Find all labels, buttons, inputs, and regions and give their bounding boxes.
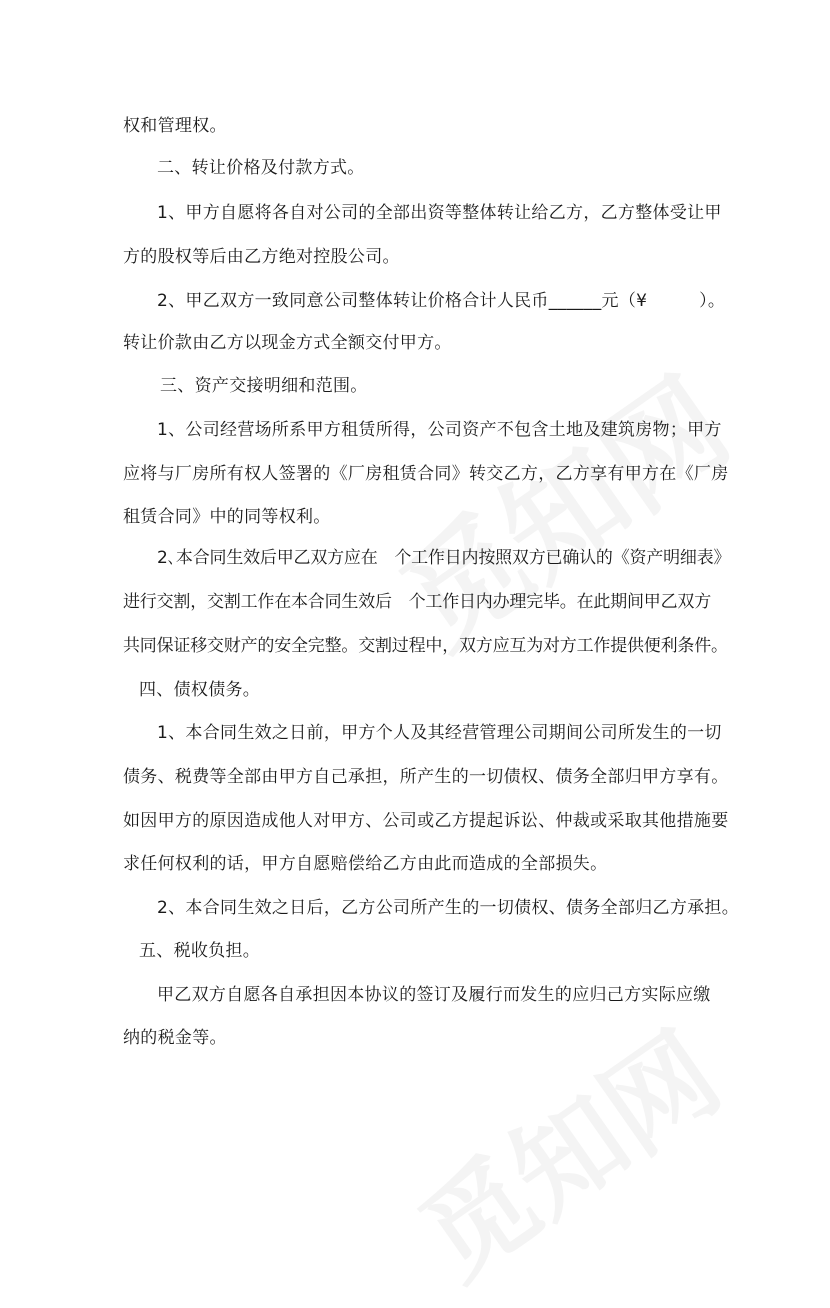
text-line: 甲乙双方自愿各自承担因本协议的签订及履行而发生的应归己方实际应缴 bbox=[157, 985, 711, 1005]
text-line: 2、甲乙双方一致同意公司整体转让价格合计人民币______元（¥ ）。 bbox=[157, 291, 726, 311]
text-line: 权和管理权。 bbox=[123, 116, 227, 136]
text-line: 纳的税金等。 bbox=[123, 1028, 227, 1048]
text-line: 方的股权等后由乙方绝对控股公司。 bbox=[123, 247, 400, 267]
text-line: 求任何权利的话，甲方自愿赔偿给乙方由此而造成的全部损失。 bbox=[123, 854, 608, 874]
text-line: 1、公司经营场所系甲方租赁所得，公司资产不包含土地及建筑房物；甲方 bbox=[157, 420, 722, 440]
text-line: 如因甲方的原因造成他人对甲方、公司或乙方提起诉讼、仲裁或采取其他措施要 bbox=[123, 811, 729, 831]
text-line: 2､本合同生效后甲乙双方应在 个工作日内按照双方已确认的《资产明细表》 bbox=[157, 548, 731, 568]
text-line: 1、本合同生效之日前，甲方个人及其经营管理公司期间公司所发生的一切 bbox=[157, 723, 722, 743]
section-heading: 四、债权债务。 bbox=[139, 680, 261, 700]
text-line: 租赁合同》中的同等权利。 bbox=[123, 507, 331, 527]
text-line: 债务、税费等全部由甲方自己承担，所产生的一切债权、债务全部归甲方享有。 bbox=[123, 767, 729, 787]
text-line: 进行交割，交割工作在本合同生效后 个工作日内办理完毕。在此期间甲乙双方 bbox=[123, 592, 711, 612]
text-line: 2、本合同生效之日后，乙方公司所产生的一切债权、债务全部归乙方承担。 bbox=[157, 898, 740, 918]
text-line: 应将与厂房所有权人签署的《厂房租赁合同》转交乙方，乙方享有甲方在《厂房 bbox=[123, 464, 729, 484]
section-heading: 二、转让价格及付款方式。 bbox=[157, 158, 365, 178]
watermark bbox=[363, 332, 757, 679]
section-heading: 五、税收负担。 bbox=[139, 941, 261, 961]
section-heading: 三、资产交接明细和范围。 bbox=[160, 376, 368, 396]
watermark-bottom bbox=[385, 990, 746, 1308]
text-line: 转让价款由乙方以现金方式全额交付甲方。 bbox=[123, 333, 452, 353]
text-line: 共同保证移交财产的安全完整。交割过程中，双方应互为对方工作提供便利条件。 bbox=[123, 636, 728, 656]
text-line: 1、甲方自愿将各自对公司的全部出资等整体转让给乙方，乙方整体受让甲 bbox=[157, 203, 722, 223]
